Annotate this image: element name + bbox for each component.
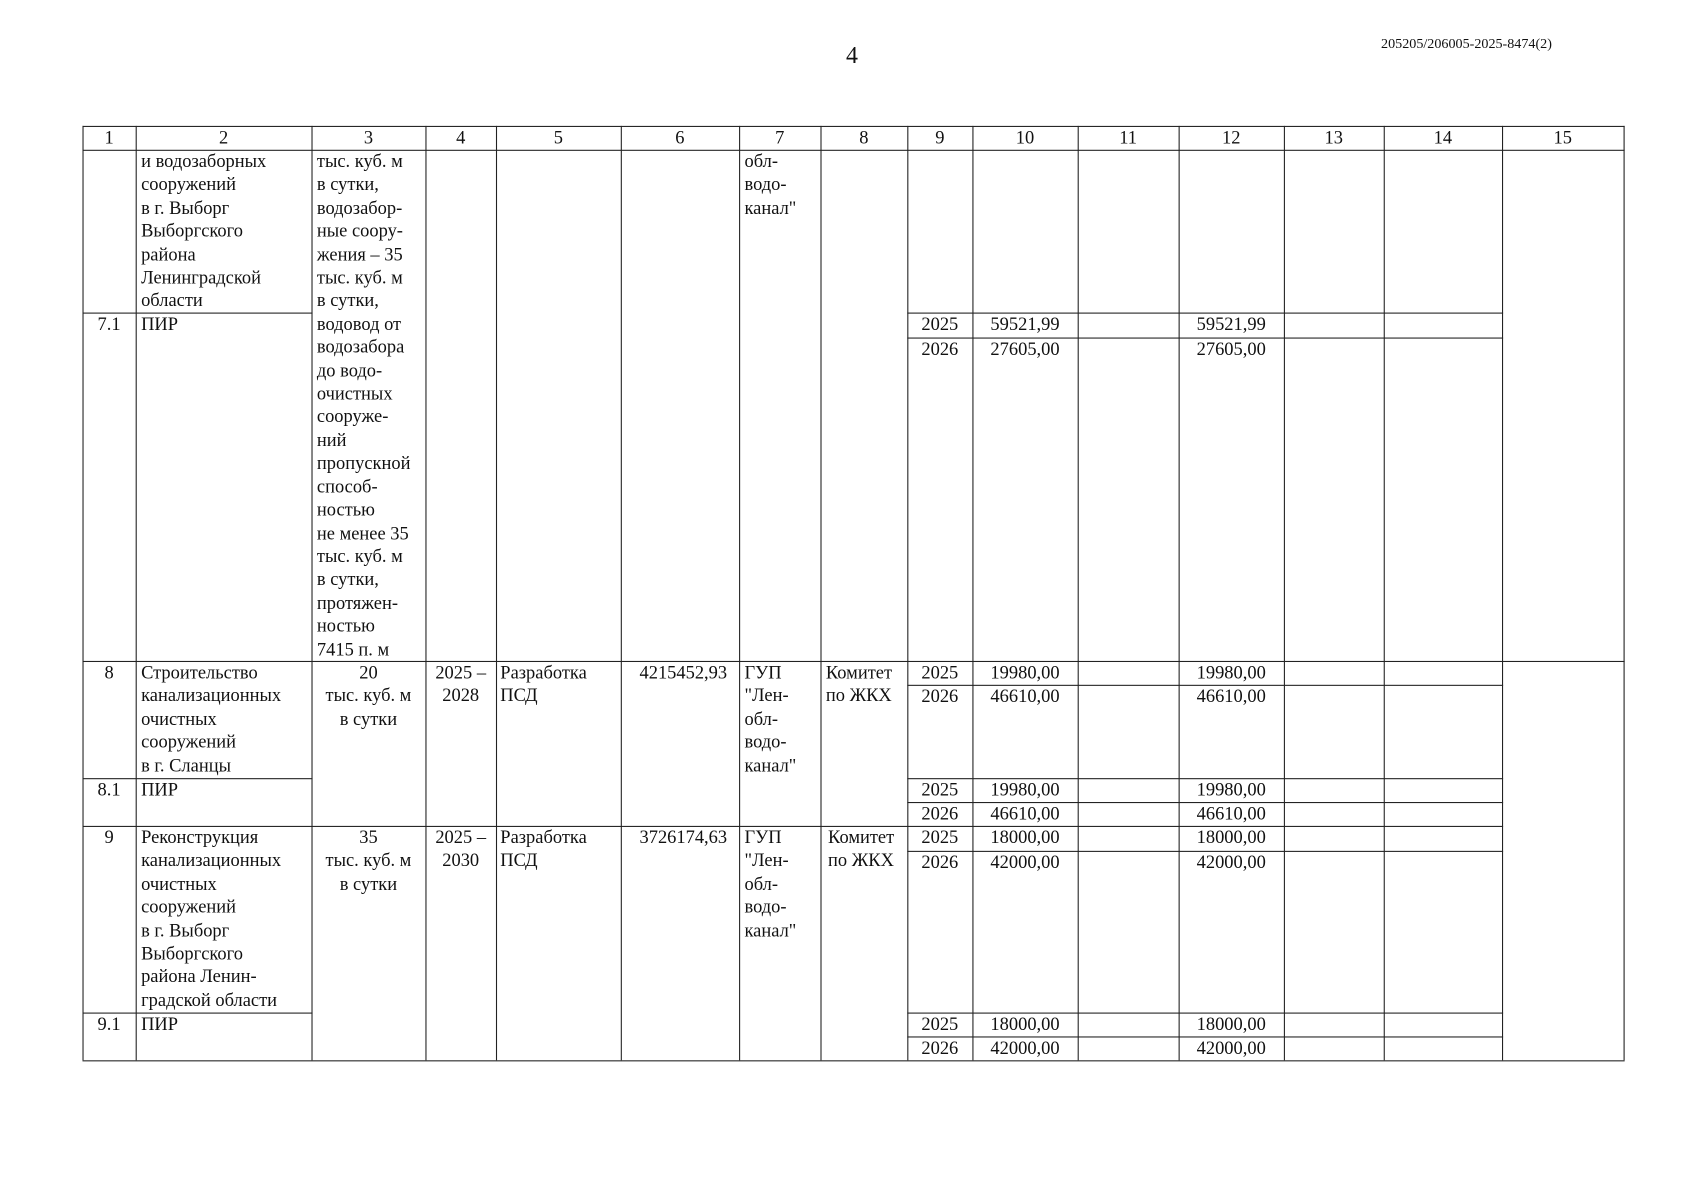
row9-name: Реконструкция канализационных очистных сооружений в г. Выборг Выборгского района Ленин- градской области: [141, 826, 282, 1011]
row9-col12-amount: 42000,00: [1196, 851, 1266, 873]
row8-cost: 4215452,93: [639, 662, 728, 683]
column-number-15: 15: [1553, 126, 1572, 148]
row7-1-col12-amount: 59521,99: [1196, 313, 1266, 335]
document-number: 205205/206005-2025-8474(2): [1381, 34, 1552, 52]
table-border: [425, 126, 426, 1060]
row7-1-number: 7.1: [97, 313, 121, 335]
table-border: [1384, 126, 1385, 1060]
row8-1-name: ПИР: [141, 779, 178, 800]
page-number: 4: [845, 41, 858, 69]
row7-1-year: 2025: [921, 313, 959, 335]
table-border: [1624, 126, 1625, 1060]
table-border: [496, 126, 497, 1060]
table-border: [621, 126, 622, 1060]
table-border: [82, 126, 83, 1060]
table-border: [311, 126, 312, 1060]
row8-period: 2025 – 2028: [435, 662, 487, 706]
table-border: [907, 126, 908, 1060]
row8-1-col12-amount: 19980,00: [1196, 779, 1266, 800]
row9-period: 2025 – 2030: [435, 826, 487, 871]
column-number-11: 11: [1119, 126, 1138, 148]
column-number-9: 9: [935, 126, 945, 148]
table-border: [1078, 126, 1079, 1060]
row9-1-year: 2026: [921, 1037, 959, 1059]
column-number-3: 3: [363, 126, 374, 148]
row7-1-col12-amount: 27605,00: [1196, 338, 1266, 360]
column-number-14: 14: [1433, 126, 1453, 148]
table-border: [1179, 126, 1180, 1060]
column-number-2: 2: [218, 126, 229, 148]
table-border: [972, 126, 973, 1060]
row9-year: 2026: [921, 851, 959, 873]
row8-col12-amount: 19980,00: [1196, 662, 1266, 683]
row8-1-number: 8.1: [97, 779, 121, 800]
table-border: [820, 126, 821, 1060]
column-number-4: 4: [456, 126, 466, 148]
row8-col12-amount: 46610,00: [1196, 685, 1266, 707]
row7-1-name: ПИР: [141, 313, 178, 335]
row8-1-total-amount: 46610,00: [990, 803, 1060, 824]
row9-capacity: 35 тыс. куб. м в сутки: [325, 826, 412, 895]
row8-name: Строительство канализационных очистных сооружений в г. Сланцы: [141, 662, 282, 776]
table-border: [1284, 126, 1285, 1060]
row9-1-name: ПИР: [141, 1013, 178, 1035]
row7-1-total-amount: 27605,00: [990, 338, 1060, 360]
row9-col12-amount: 18000,00: [1196, 826, 1266, 848]
table-border: [739, 126, 740, 1060]
row9-stage: Разработка ПСД: [500, 826, 587, 871]
row9-number: 9: [104, 826, 114, 848]
column-number-13: 13: [1324, 126, 1344, 148]
table-border: [82, 150, 1624, 152]
row9-customer: Комитет по ЖКХ: [828, 826, 895, 871]
row8-year: 2025: [921, 662, 959, 683]
row7-1-total-amount: 59521,99: [990, 313, 1060, 335]
row7-capacity: тыс. куб. м в сутки, водозабор- ные соору- жения – 35 тыс. куб. м в сутки, водовод от водозабора до водо- очистных сооруже- ний пропускной способ- ностью не менее 35 тыс. куб. м в сутки, протяжен- ностью 7415 п. м: [316, 150, 411, 660]
column-number-6: 6: [675, 126, 685, 148]
row9-year: 2025: [921, 826, 959, 848]
row9-cost: 3726174,63: [639, 826, 728, 848]
row9-executor: ГУП "Лен- обл- водо- канал": [744, 826, 797, 941]
table-border: [136, 126, 137, 1060]
row9-1-col12-amount: 18000,00: [1196, 1013, 1266, 1035]
row7-1-year: 2026: [921, 338, 959, 360]
row8-stage: Разработка ПСД: [500, 662, 587, 706]
row8-number: 8: [104, 662, 114, 683]
row8-1-col12-amount: 46610,00: [1196, 803, 1266, 824]
row9-1-col12-amount: 42000,00: [1196, 1037, 1266, 1059]
row8-1-year: 2025: [921, 779, 959, 800]
row8-1-total-amount: 19980,00: [990, 779, 1060, 800]
row8-total-amount: 46610,00: [990, 685, 1060, 707]
column-number-12: 12: [1222, 126, 1241, 148]
row8-capacity: 20 тыс. куб. м в сутки: [325, 662, 412, 730]
row9-1-total-amount: 42000,00: [990, 1037, 1060, 1059]
row8-executor: ГУП "Лен- обл- водо- канал": [744, 662, 797, 776]
table-border: [1502, 126, 1503, 1060]
row9-1-year: 2025: [921, 1013, 959, 1035]
row7-executor: обл- водо- канал": [744, 150, 797, 218]
row8-total-amount: 19980,00: [990, 662, 1060, 683]
row9-1-number: 9.1: [97, 1013, 121, 1035]
column-number-10: 10: [1015, 126, 1035, 148]
column-number-7: 7: [775, 126, 785, 148]
row8-customer: Комитет по ЖКХ: [825, 662, 893, 706]
column-number-8: 8: [859, 126, 869, 148]
column-number-5: 5: [553, 126, 563, 148]
row7-name: и водозаборных сооружений в г. Выборг Выборгского района Ленинградской области: [141, 150, 267, 311]
row9-1-total-amount: 18000,00: [990, 1013, 1060, 1035]
column-number-1: 1: [104, 126, 114, 148]
table-border: [82, 1060, 1624, 1062]
row9-total-amount: 42000,00: [990, 851, 1060, 873]
row8-1-year: 2026: [921, 803, 959, 824]
row8-year: 2026: [921, 685, 959, 707]
row9-total-amount: 18000,00: [990, 826, 1060, 848]
